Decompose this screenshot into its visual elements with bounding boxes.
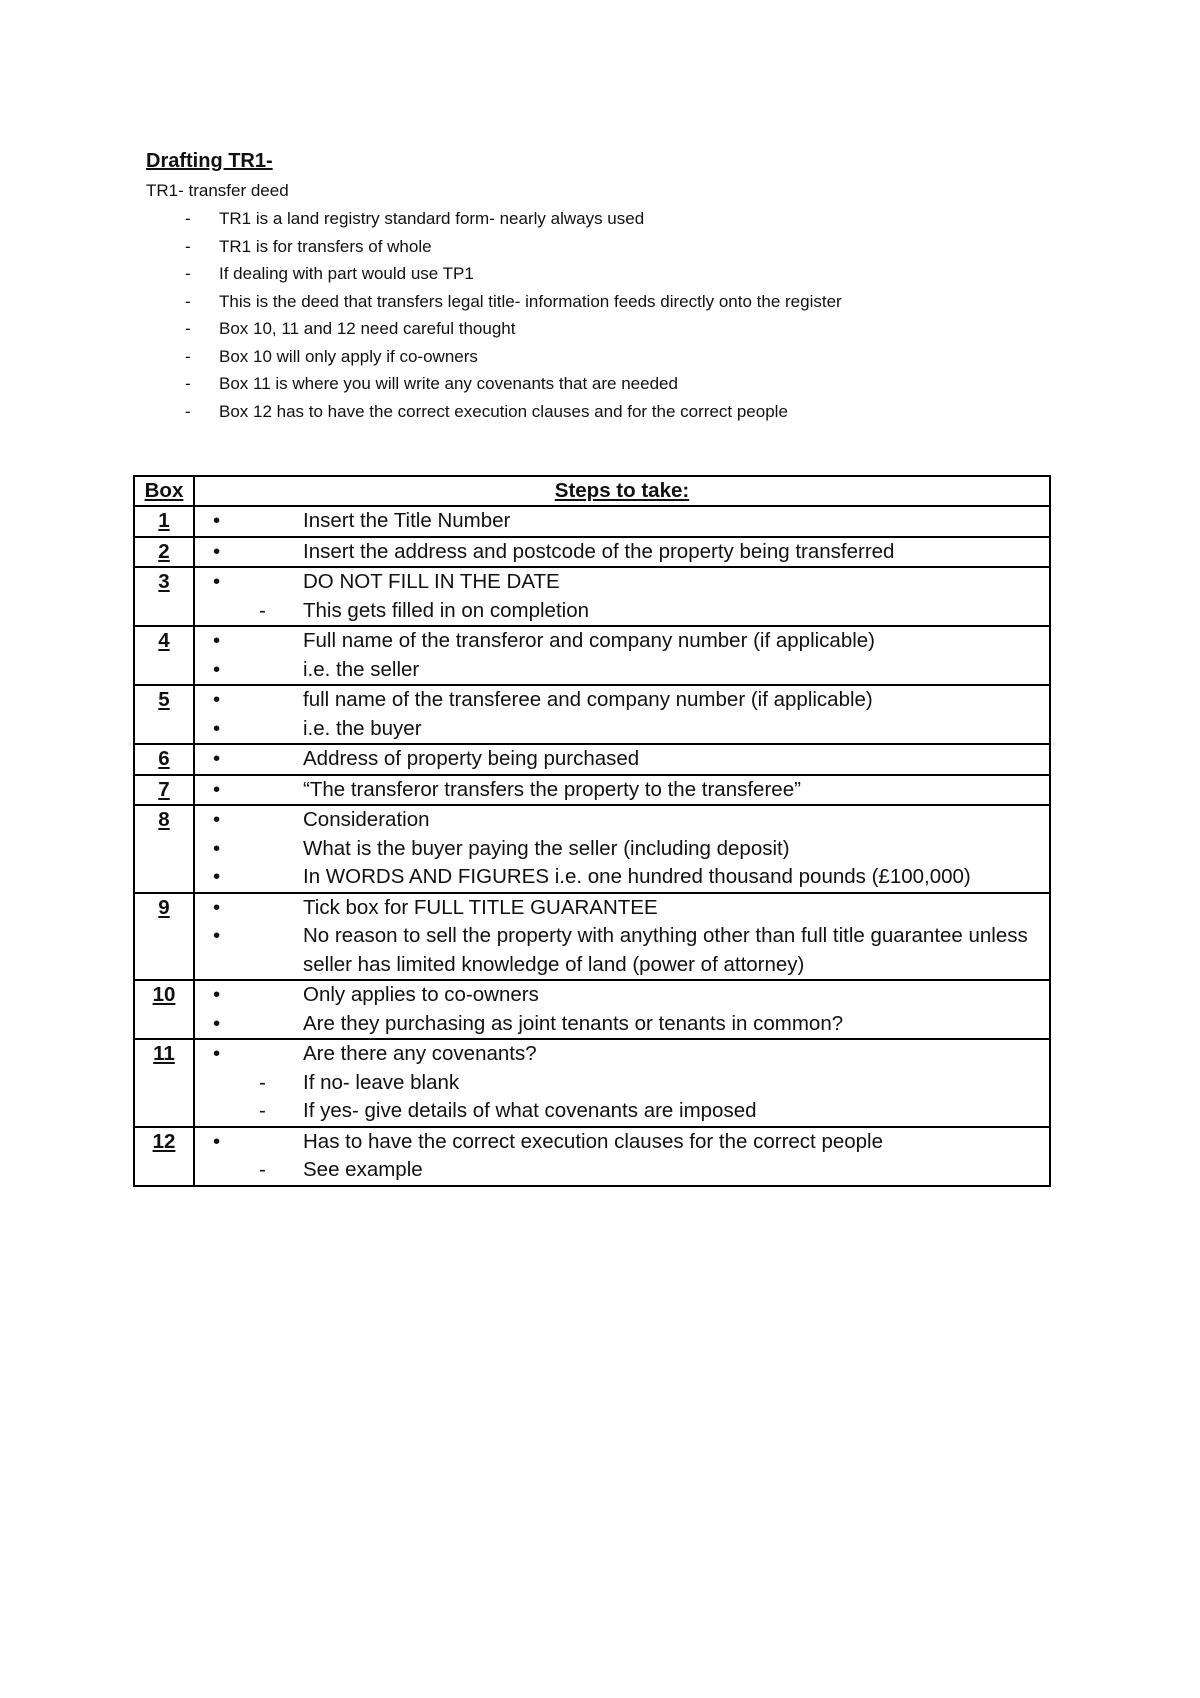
bullet-marker: • [213, 836, 221, 860]
box-number: 3 [134, 567, 194, 626]
steps-cell [194, 980, 1050, 1039]
note-item [146, 205, 842, 233]
dash-marker: - [185, 264, 191, 283]
step-subitem [195, 1097, 1049, 1126]
dash-marker: - [185, 319, 191, 338]
step-text: See example [303, 1158, 423, 1181]
step-item [195, 806, 1049, 835]
dash-marker: - [259, 1099, 266, 1122]
dash-marker: - [185, 236, 191, 256]
step-item [195, 686, 1049, 715]
note-text: TR1 is for transfers of whole [219, 236, 432, 256]
bullet-marker: • [213, 1011, 221, 1035]
box-number: 1 [134, 506, 194, 537]
steps-cell [194, 805, 1050, 893]
step-text: Has to have the correct execution clauses for the correct people [303, 1129, 884, 1153]
dash-marker: - [259, 1070, 266, 1094]
step-text: Full name of the transferor and company number (if applicable) [303, 629, 876, 652]
steps-cell [194, 626, 1050, 685]
subtitle: TR1- transfer deed [146, 181, 289, 200]
bullet-marker: • [213, 895, 221, 919]
note-item [146, 233, 842, 261]
page-title: Drafting TR1- [146, 150, 273, 172]
table-row [134, 893, 1050, 981]
step-text: If yes- give details of what covenants are imposed [303, 1099, 757, 1122]
note-text: TR1 is a land registry standard form- nearly always used [219, 209, 645, 228]
bullet-marker: • [213, 570, 221, 593]
step-subitem [195, 1069, 1049, 1098]
bullet-marker: • [213, 657, 221, 681]
bullet-marker: • [213, 716, 221, 740]
note-text: Box 10 will only apply if co-owners [219, 346, 478, 366]
box-number: 2 [134, 537, 194, 568]
step-item [195, 715, 1049, 744]
note-item [146, 398, 842, 426]
bullet-marker: • [213, 808, 221, 831]
table-row [134, 980, 1050, 1039]
bullet-marker: • [213, 509, 221, 532]
table-row [134, 1039, 1050, 1127]
step-item [195, 776, 1049, 805]
step-item [195, 745, 1049, 774]
notes-list [146, 205, 842, 425]
steps-cell [194, 506, 1050, 537]
step-text: Tick box for FULL TITLE GUARANTEE [303, 895, 658, 919]
step-text: No reason to sell the property with anything other than full title guarantee unless seller has limited knowledge of land (power of attorney) [303, 924, 1028, 976]
step-text: Consideration [303, 808, 430, 831]
steps-cell [194, 775, 1050, 806]
box-number: 6 [134, 744, 194, 775]
dash-marker: - [185, 346, 191, 366]
step-text: Insert the Title Number [303, 509, 511, 532]
dash-marker: - [185, 374, 191, 393]
note-text: Box 10, 11 and 12 need careful thought [219, 319, 516, 338]
note-text: Box 11 is where you will write any covenants that are needed [219, 374, 678, 393]
table-header-row [134, 476, 1050, 506]
bullet-marker: • [213, 924, 221, 947]
table-row [134, 685, 1050, 744]
note-text: Box 12 has to have the correct execution clauses and for the correct people [219, 401, 788, 421]
step-item [195, 627, 1049, 656]
steps-cell [194, 537, 1050, 568]
note-text: If dealing with part would use TP1 [219, 264, 474, 283]
box-number: 12 [134, 1127, 194, 1186]
steps-cell [194, 1127, 1050, 1186]
steps-cell [194, 893, 1050, 981]
table-row [134, 744, 1050, 775]
box-number: 4 [134, 626, 194, 685]
bullet-marker: • [213, 777, 221, 801]
table-row [134, 626, 1050, 685]
step-text: i.e. the buyer [303, 716, 422, 740]
box-number: 9 [134, 893, 194, 981]
table-body [134, 506, 1050, 1186]
bullet-marker: • [213, 688, 221, 711]
step-text: Are there any covenants? [303, 1042, 537, 1065]
step-item [195, 922, 1049, 979]
dash-marker: - [185, 209, 191, 228]
header-box: Box [134, 476, 194, 506]
bullet-marker: • [213, 539, 221, 563]
step-item [195, 538, 1049, 567]
step-item [195, 1010, 1049, 1039]
step-subitem [195, 597, 1049, 626]
step-item [195, 894, 1049, 923]
box-number: 7 [134, 775, 194, 806]
box-number: 10 [134, 980, 194, 1039]
bullet-marker: • [213, 983, 221, 1006]
table-row [134, 1127, 1050, 1186]
step-item [195, 981, 1049, 1010]
step-text: If no- leave blank [303, 1070, 460, 1094]
bullet-marker: • [213, 1042, 221, 1065]
step-text: full name of the transferee and company number (if applicable) [303, 688, 873, 711]
table-row [134, 506, 1050, 537]
bullet-marker: • [213, 629, 221, 652]
note-item [146, 288, 842, 316]
step-text: Address of property being purchased [303, 747, 640, 770]
box-number: 5 [134, 685, 194, 744]
dash-marker: - [185, 291, 191, 311]
note-text: This is the deed that transfers legal title- information feeds directly onto the register [219, 291, 842, 311]
table-row [134, 567, 1050, 626]
step-item [195, 1128, 1049, 1157]
table-row [134, 537, 1050, 568]
step-text: Are they purchasing as joint tenants or tenants in common? [303, 1011, 844, 1035]
box-number: 11 [134, 1039, 194, 1127]
box-number: 8 [134, 805, 194, 893]
note-item [146, 343, 842, 371]
steps-cell [194, 685, 1050, 744]
step-item [195, 835, 1049, 864]
dash-marker: - [259, 598, 266, 622]
dash-marker: - [259, 1158, 266, 1181]
dash-marker: - [185, 401, 191, 421]
step-text: What is the buyer paying the seller (including deposit) [303, 836, 790, 860]
step-text: “The transferor transfers the property to the transferee” [303, 777, 801, 801]
steps-cell [194, 567, 1050, 626]
step-item [195, 507, 1049, 536]
step-subitem [195, 1156, 1049, 1185]
note-item [146, 260, 842, 288]
step-text: This gets filled in on completion [303, 598, 590, 622]
step-item [195, 656, 1049, 685]
step-text: Insert the address and postcode of the property being transferred [303, 539, 895, 563]
step-text: i.e. the seller [303, 657, 420, 681]
bullet-marker: • [213, 865, 221, 888]
bullet-marker: • [213, 747, 221, 770]
note-item [146, 315, 842, 343]
steps-cell [194, 744, 1050, 775]
note-item [146, 370, 842, 398]
step-item [195, 568, 1049, 597]
steps-cell [194, 1039, 1050, 1127]
steps-table [133, 475, 1051, 1187]
step-item [195, 1040, 1049, 1069]
step-text: DO NOT FILL IN THE DATE [303, 570, 560, 593]
bullet-marker: • [213, 1129, 221, 1153]
table-row [134, 805, 1050, 893]
step-text: In WORDS AND FIGURES i.e. one hundred thousand pounds (£100,000) [303, 865, 971, 888]
step-item [195, 863, 1049, 892]
header-steps: Steps to take: [194, 476, 1050, 506]
table-row [134, 775, 1050, 806]
step-text: Only applies to co-owners [303, 983, 539, 1006]
